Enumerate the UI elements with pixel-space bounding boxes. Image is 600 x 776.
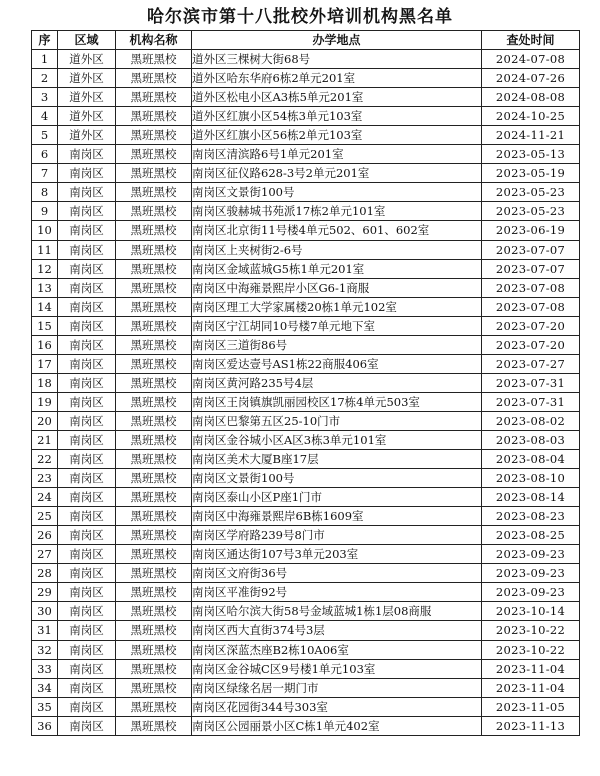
row-district: 南岗区	[58, 659, 116, 678]
row-institution-name: 黑班黑校	[116, 602, 192, 621]
row-date: 2023-07-27	[482, 354, 580, 373]
row-district: 南岗区	[58, 373, 116, 392]
row-district: 南岗区	[58, 297, 116, 316]
row-date: 2024-10-25	[482, 107, 580, 126]
row-date: 2023-08-02	[482, 411, 580, 430]
row-institution-name: 黑班黑校	[116, 354, 192, 373]
header-date: 查处时间	[482, 31, 580, 50]
header-name: 机构名称	[116, 31, 192, 50]
row-date: 2024-07-08	[482, 50, 580, 69]
row-district: 南岗区	[58, 240, 116, 259]
row-institution-name: 黑班黑校	[116, 259, 192, 278]
table-row	[32, 88, 580, 107]
row-no: 24	[32, 488, 58, 507]
row-address: 南岗区爱达壹号AS1栋22商服406室	[192, 354, 482, 373]
table-row	[32, 164, 580, 183]
row-district: 南岗区	[58, 602, 116, 621]
row-date: 2023-11-13	[482, 716, 580, 735]
row-district: 南岗区	[58, 450, 116, 469]
row-institution-name: 黑班黑校	[116, 621, 192, 640]
row-date: 2023-11-04	[482, 678, 580, 697]
row-district: 南岗区	[58, 488, 116, 507]
row-institution-name: 黑班黑校	[116, 297, 192, 316]
row-address: 南岗区绿缘名居一期门市	[192, 678, 482, 697]
row-date: 2023-05-19	[482, 164, 580, 183]
table-row	[32, 545, 580, 564]
row-address: 南岗区文景街100号	[192, 469, 482, 488]
row-district: 南岗区	[58, 278, 116, 297]
row-no: 20	[32, 411, 58, 430]
table-row	[32, 621, 580, 640]
table-row	[32, 221, 580, 240]
row-date: 2023-11-05	[482, 697, 580, 716]
header-district: 区域	[58, 31, 116, 50]
row-district: 道外区	[58, 107, 116, 126]
row-address: 南岗区黄河路235号4层	[192, 373, 482, 392]
row-institution-name: 黑班黑校	[116, 526, 192, 545]
row-district: 南岗区	[58, 640, 116, 659]
row-date: 2023-05-23	[482, 202, 580, 221]
row-address: 南岗区深蓝杰座B2栋10A06室	[192, 640, 482, 659]
row-address: 南岗区金谷城小区A区3栋3单元101室	[192, 430, 482, 449]
table-row	[32, 507, 580, 526]
row-address: 南岗区理工大学家属楼20栋1单元102室	[192, 297, 482, 316]
row-institution-name: 黑班黑校	[116, 88, 192, 107]
row-no: 36	[32, 716, 58, 735]
row-institution-name: 黑班黑校	[116, 145, 192, 164]
row-institution-name: 黑班黑校	[116, 640, 192, 659]
row-address: 南岗区通达街107号3单元203室	[192, 545, 482, 564]
row-address: 南岗区学府路239号8门市	[192, 526, 482, 545]
row-no: 27	[32, 545, 58, 564]
row-institution-name: 黑班黑校	[116, 545, 192, 564]
row-district: 南岗区	[58, 716, 116, 735]
table-row	[32, 183, 580, 202]
row-address: 南岗区征仪路628-3号2单元201室	[192, 164, 482, 183]
row-institution-name: 黑班黑校	[116, 450, 192, 469]
row-institution-name: 黑班黑校	[116, 411, 192, 430]
row-address: 道外区松电小区A3栋5单元201室	[192, 88, 482, 107]
row-address: 南岗区文景街100号	[192, 183, 482, 202]
table-row	[32, 126, 580, 145]
row-institution-name: 黑班黑校	[116, 488, 192, 507]
row-district: 南岗区	[58, 564, 116, 583]
row-district: 南岗区	[58, 469, 116, 488]
row-date: 2023-09-23	[482, 583, 580, 602]
row-no: 9	[32, 202, 58, 221]
row-institution-name: 黑班黑校	[116, 430, 192, 449]
row-date: 2023-11-04	[482, 659, 580, 678]
row-institution-name: 黑班黑校	[116, 697, 192, 716]
row-date: 2023-08-03	[482, 430, 580, 449]
row-institution-name: 黑班黑校	[116, 164, 192, 183]
row-institution-name: 黑班黑校	[116, 583, 192, 602]
row-address: 南岗区美术大厦B座17层	[192, 450, 482, 469]
row-date: 2024-08-08	[482, 88, 580, 107]
row-no: 29	[32, 583, 58, 602]
row-no: 22	[32, 450, 58, 469]
row-no: 7	[32, 164, 58, 183]
row-address: 道外区红旗小区54栋3单元103室	[192, 107, 482, 126]
row-district: 南岗区	[58, 316, 116, 335]
row-district: 南岗区	[58, 183, 116, 202]
row-date: 2023-09-23	[482, 564, 580, 583]
row-address: 南岗区西大直街374号3层	[192, 621, 482, 640]
table-row	[32, 583, 580, 602]
row-institution-name: 黑班黑校	[116, 240, 192, 259]
table-row	[32, 716, 580, 735]
row-date: 2023-07-31	[482, 392, 580, 411]
row-address: 南岗区公园丽景小区C栋1单元402室	[192, 716, 482, 735]
row-no: 4	[32, 107, 58, 126]
row-address: 南岗区上夹树街2-6号	[192, 240, 482, 259]
row-district: 道外区	[58, 88, 116, 107]
row-address: 南岗区平准街92号	[192, 583, 482, 602]
row-no: 6	[32, 145, 58, 164]
header-address: 办学地点	[192, 31, 482, 50]
row-address: 道外区红旗小区56栋2单元103室	[192, 126, 482, 145]
row-date: 2023-08-23	[482, 507, 580, 526]
row-institution-name: 黑班黑校	[116, 183, 192, 202]
row-no: 23	[32, 469, 58, 488]
row-district: 南岗区	[58, 526, 116, 545]
row-no: 34	[32, 678, 58, 697]
row-no: 25	[32, 507, 58, 526]
row-date: 2023-06-19	[482, 221, 580, 240]
row-institution-name: 黑班黑校	[116, 564, 192, 583]
row-address: 道外区三棵树大街68号	[192, 50, 482, 69]
row-address: 南岗区文府街36号	[192, 564, 482, 583]
table-row	[32, 50, 580, 69]
row-no: 35	[32, 697, 58, 716]
table-row	[32, 354, 580, 373]
row-date: 2023-10-22	[482, 621, 580, 640]
row-no: 26	[32, 526, 58, 545]
table-row	[32, 69, 580, 88]
row-institution-name: 黑班黑校	[116, 69, 192, 88]
row-no: 32	[32, 640, 58, 659]
table-row	[32, 392, 580, 411]
row-district: 南岗区	[58, 354, 116, 373]
row-address: 南岗区金域蓝城G5栋1单元201室	[192, 259, 482, 278]
row-date: 2023-05-23	[482, 183, 580, 202]
table-row	[32, 640, 580, 659]
row-district: 南岗区	[58, 545, 116, 564]
row-date: 2023-07-07	[482, 259, 580, 278]
row-no: 16	[32, 335, 58, 354]
page-title: 哈尔滨市第十八批校外培训机构黑名单	[147, 7, 453, 27]
row-institution-name: 黑班黑校	[116, 107, 192, 126]
row-date: 2024-11-21	[482, 126, 580, 145]
row-district: 南岗区	[58, 430, 116, 449]
row-institution-name: 黑班黑校	[116, 373, 192, 392]
row-address: 南岗区花园街344号303室	[192, 697, 482, 716]
row-no: 15	[32, 316, 58, 335]
row-institution-name: 黑班黑校	[116, 678, 192, 697]
row-institution-name: 黑班黑校	[116, 469, 192, 488]
table-row	[32, 145, 580, 164]
row-date: 2023-09-23	[482, 545, 580, 564]
row-date: 2023-07-08	[482, 297, 580, 316]
row-district: 南岗区	[58, 259, 116, 278]
table-row	[32, 564, 580, 583]
row-address: 南岗区清滨路6号1单元201室	[192, 145, 482, 164]
row-institution-name: 黑班黑校	[116, 335, 192, 354]
row-district: 南岗区	[58, 697, 116, 716]
row-no: 11	[32, 240, 58, 259]
row-no: 10	[32, 221, 58, 240]
table-row	[32, 107, 580, 126]
table-row	[32, 488, 580, 507]
row-address: 南岗区中海雍景熙岸小区G6-1商服	[192, 278, 482, 297]
row-district: 道外区	[58, 69, 116, 88]
row-institution-name: 黑班黑校	[116, 221, 192, 240]
row-address: 南岗区宁江胡同10号楼7单元地下室	[192, 316, 482, 335]
row-address: 南岗区金谷城C区9号楼1单元103室	[192, 659, 482, 678]
table-row	[32, 659, 580, 678]
row-date: 2023-07-31	[482, 373, 580, 392]
table-row	[32, 450, 580, 469]
row-district: 道外区	[58, 50, 116, 69]
row-district: 南岗区	[58, 335, 116, 354]
row-district: 南岗区	[58, 202, 116, 221]
row-address: 南岗区三道街86号	[192, 335, 482, 354]
row-no: 33	[32, 659, 58, 678]
row-date: 2023-08-10	[482, 469, 580, 488]
row-date: 2023-08-04	[482, 450, 580, 469]
row-no: 2	[32, 69, 58, 88]
table-row	[32, 278, 580, 297]
row-institution-name: 黑班黑校	[116, 316, 192, 335]
row-address: 南岗区北京街11号楼4单元502、601、602室	[192, 221, 482, 240]
table-row	[32, 259, 580, 278]
row-institution-name: 黑班黑校	[116, 278, 192, 297]
row-no: 5	[32, 126, 58, 145]
table-row	[32, 678, 580, 697]
row-district: 南岗区	[58, 164, 116, 183]
row-district: 南岗区	[58, 678, 116, 697]
row-no: 13	[32, 278, 58, 297]
row-address: 南岗区泰山小区P座1门市	[192, 488, 482, 507]
row-district: 南岗区	[58, 392, 116, 411]
row-no: 1	[32, 50, 58, 69]
table-row	[32, 411, 580, 430]
table-row	[32, 202, 580, 221]
row-no: 21	[32, 430, 58, 449]
row-date: 2023-07-20	[482, 335, 580, 354]
row-date: 2023-10-22	[482, 640, 580, 659]
row-no: 31	[32, 621, 58, 640]
row-no: 8	[32, 183, 58, 202]
row-institution-name: 黑班黑校	[116, 716, 192, 735]
row-no: 19	[32, 392, 58, 411]
row-district: 南岗区	[58, 621, 116, 640]
table-row	[32, 335, 580, 354]
blacklist-table	[31, 30, 580, 736]
row-no: 3	[32, 88, 58, 107]
table-row	[32, 602, 580, 621]
table-row	[32, 469, 580, 488]
row-institution-name: 黑班黑校	[116, 507, 192, 526]
row-institution-name: 黑班黑校	[116, 202, 192, 221]
row-institution-name: 黑班黑校	[116, 50, 192, 69]
table-row	[32, 697, 580, 716]
header-no: 序	[32, 31, 58, 50]
row-district: 南岗区	[58, 583, 116, 602]
row-date: 2023-07-20	[482, 316, 580, 335]
table-row	[32, 297, 580, 316]
row-no: 12	[32, 259, 58, 278]
row-no: 30	[32, 602, 58, 621]
row-date: 2023-10-14	[482, 602, 580, 621]
row-date: 2023-08-25	[482, 526, 580, 545]
table-row	[32, 373, 580, 392]
row-district: 南岗区	[58, 507, 116, 526]
row-institution-name: 黑班黑校	[116, 659, 192, 678]
row-address: 道外区哈东华府6栋2单元201室	[192, 69, 482, 88]
row-address: 南岗区王岗镇旗凯丽园校区17栋4单元503室	[192, 392, 482, 411]
row-no: 17	[32, 354, 58, 373]
row-district: 道外区	[58, 126, 116, 145]
row-date: 2023-05-13	[482, 145, 580, 164]
table-row	[32, 240, 580, 259]
row-date: 2023-08-14	[482, 488, 580, 507]
row-no: 14	[32, 297, 58, 316]
table-header-row	[32, 31, 580, 50]
row-date: 2024-07-26	[482, 69, 580, 88]
row-institution-name: 黑班黑校	[116, 126, 192, 145]
row-address: 南岗区哈尔滨大街58号金域蓝城1栋1层08商服	[192, 602, 482, 621]
row-address: 南岗区骏赫城书苑派17栋2单元101室	[192, 202, 482, 221]
row-date: 2023-07-08	[482, 278, 580, 297]
table-row	[32, 526, 580, 545]
row-district: 南岗区	[58, 221, 116, 240]
table-row	[32, 316, 580, 335]
table-row	[32, 430, 580, 449]
row-no: 18	[32, 373, 58, 392]
row-no: 28	[32, 564, 58, 583]
row-address: 南岗区巴黎第五区25-10门市	[192, 411, 482, 430]
row-district: 南岗区	[58, 145, 116, 164]
row-institution-name: 黑班黑校	[116, 392, 192, 411]
row-date: 2023-07-07	[482, 240, 580, 259]
row-district: 南岗区	[58, 411, 116, 430]
row-address: 南岗区中海雍景熙岸6B栋1609室	[192, 507, 482, 526]
